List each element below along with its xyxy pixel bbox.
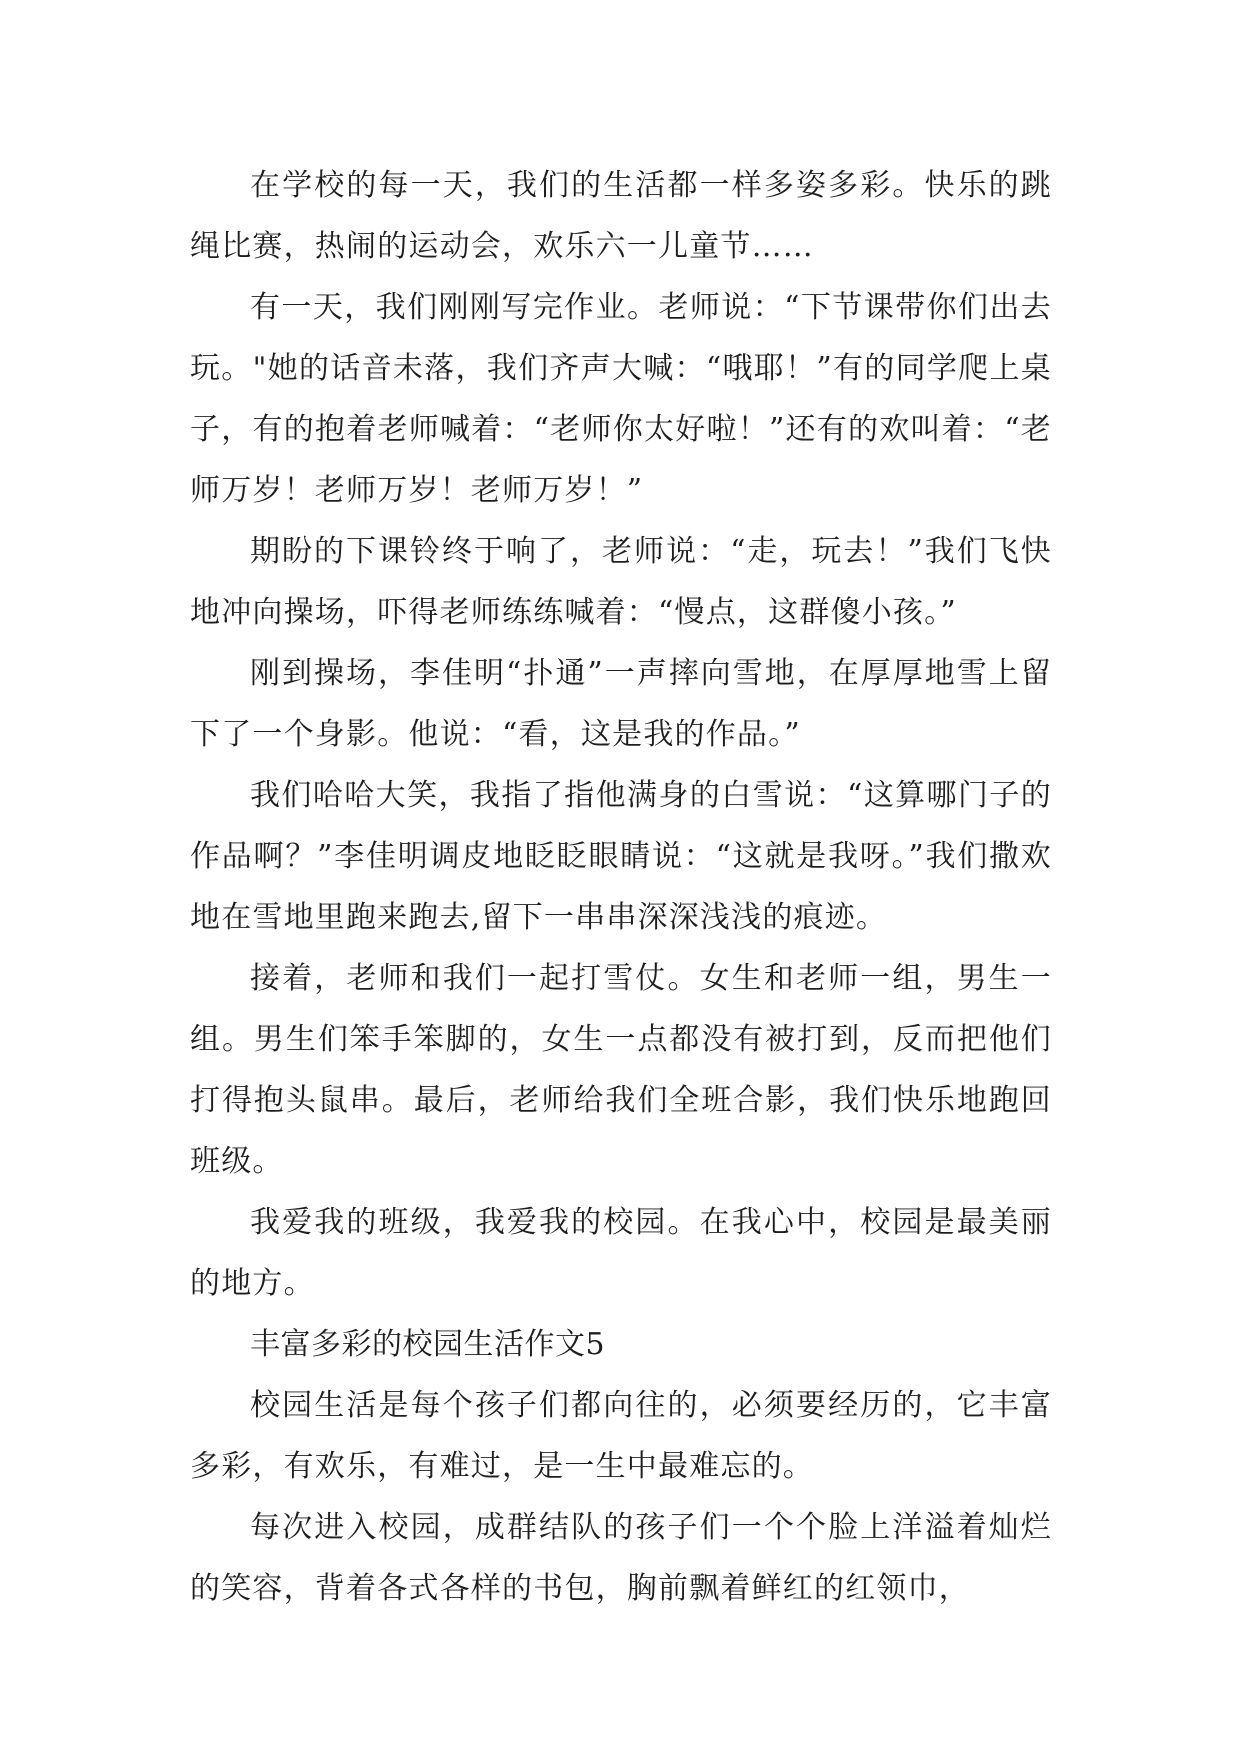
document-page [190, 155, 1052, 1619]
paragraph: 我爱我的班级，我爱我的校园。在我心中，校园是最美丽的地方。 [190, 1205, 1052, 1301]
paragraph: 校园生活是每个孩子们都向往的，必须要经历的，它丰富多彩，有欢乐，有难过，是一生中最难忘的。 [190, 1388, 1052, 1484]
section-title: 丰富多彩的校园生活作文5 [250, 1327, 606, 1362]
paragraph: 每次进入校园，成群结队的孩子们一个个脸上洋溢着灿烂的笑容，背着各式各样的书包，胸前飘着鲜红的红领巾， [190, 1510, 1052, 1606]
paragraph: 我们哈哈大笑，我指了指他满身的白雪说：“这算哪门子的作品啊？”李佳明调皮地眨眨眼睛说：“这就是我呀。”我们撒欢地在雪地里跑来跑去,留下一串串深深浅浅的痕迹。 [190, 778, 1052, 935]
paragraph: 期盼的下课铃终于响了，老师说：“走，玩去！”我们飞快地冲向操场，吓得老师练练喊着：“慢点，这群傻小孩。” [190, 534, 1052, 630]
paragraph: 接着，老师和我们一起打雪仗。女生和老师一组，男生一组。男生们笨手笨脚的，女生一点都没有被打到，反而把他们打得抱头鼠串。最后，老师给我们全班合影，我们快乐地跑回班级。 [190, 961, 1052, 1179]
paragraph: 有一天，我们刚刚写完作业。老师说：“下节课带你们出去玩。"她的话音未落，我们齐声大喊：“哦耶！”有的同学爬上桌子，有的抱着老师喊着：“老师你太好啦！”还有的欢叫着：“老师万岁！老师万岁！老师万岁！” [190, 290, 1052, 508]
paragraph: 在学校的每一天，我们的生活都一样多姿多彩。快乐的跳绳比赛，热闹的运动会，欢乐六一儿童节…… [190, 168, 1052, 264]
paragraph: 刚到操场，李佳明“扑通”一声摔向雪地，在厚厚地雪上留下了一个身影。他说：“看，这是我的作品。” [190, 656, 1052, 752]
